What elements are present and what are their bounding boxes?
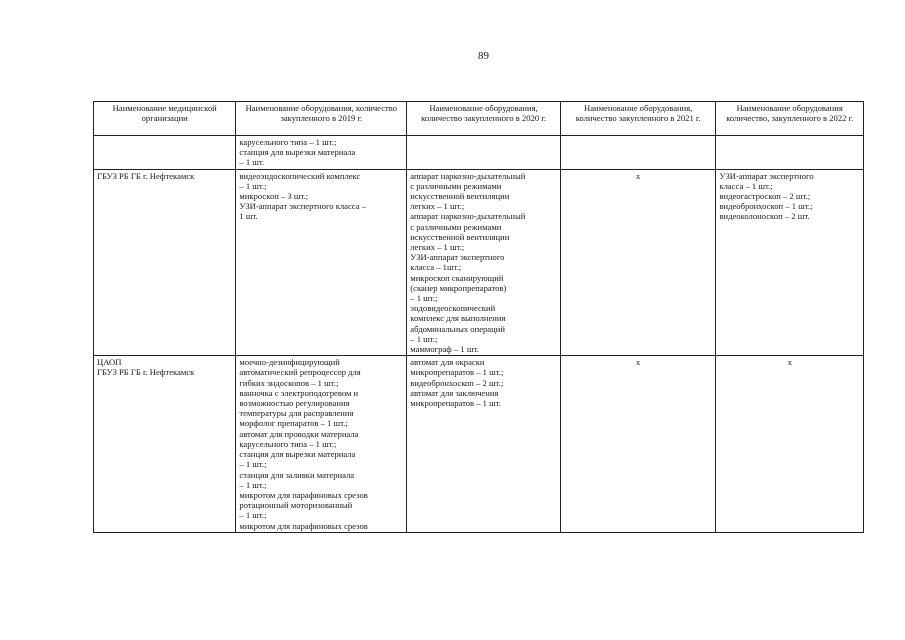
- cell-text-line: микроскоп – 3 шт.;: [239, 191, 309, 202]
- cell-text-line: видеоэндоскопический комплекс: [239, 170, 361, 181]
- cell-text-line: класса – 1шт.;: [410, 262, 462, 273]
- cell-text-line: искусственной вентиляции: [410, 191, 510, 202]
- cell-2021: [560, 169, 716, 356]
- cell-text-line: микротом для парафиновых срезов: [239, 520, 368, 531]
- cell-2022: [716, 136, 864, 170]
- cell-text-line: (сканер микропрепаратов): [410, 282, 507, 293]
- cell-2019: [236, 169, 407, 356]
- cell-text-line: – 1 шт.: [239, 157, 265, 168]
- cell-text-line: гибких эндоскопов – 1 шт.;: [239, 377, 339, 388]
- cell-text-line: морфолог препаратов – 1 шт.;: [239, 418, 348, 429]
- header-2020: Наименование оборудования, количество закупленного в 2020 г.: [407, 102, 561, 136]
- cell-text-line: видеогастроскоп – 2 шт.;: [719, 191, 811, 202]
- cell-organization: [94, 169, 236, 356]
- cell-text-line: x: [636, 357, 641, 368]
- cell-text-line: автомат для проводки материала: [239, 428, 359, 439]
- cell-text-line: автомат для заключения: [410, 387, 499, 398]
- cell-text-line: станция для вырезки материала: [239, 147, 356, 158]
- cell-text-line: ГБУЗ РБ ГБ г. Нефтекамск: [97, 367, 195, 378]
- header-organization: Наименование медицинской организации: [94, 102, 236, 136]
- page-number: 89: [478, 50, 489, 62]
- cell-text-line: легких – 1 шт.;: [410, 201, 465, 212]
- cell-text-line: температуры для расправления: [239, 408, 354, 419]
- cell-text-line: с различными режимами: [410, 221, 502, 232]
- cell-text-line: станция для заливки материала: [239, 469, 355, 480]
- cell-organization: [94, 356, 236, 532]
- cell-text-line: комплекс для выполнения: [410, 313, 506, 324]
- cell-text-line: видеоколоноскоп – 2 шт.: [719, 211, 810, 222]
- cell-text-line: карусельного типа – 1 шт.;: [239, 137, 337, 147]
- equipment-table: [93, 101, 864, 533]
- cell-text-line: x: [636, 170, 641, 181]
- cell-text-line: станция для вырезки материала: [239, 449, 356, 460]
- table-header-row: [94, 102, 864, 136]
- cell-text-line: микроскоп сканирующий: [410, 272, 504, 283]
- cell-text-line: с различными режимами: [410, 180, 502, 191]
- table-row: [94, 136, 864, 170]
- table-row: [94, 169, 864, 356]
- header-2022: Наименование оборудования количество, закупленного в 2022 г.: [716, 102, 864, 136]
- cell-2021: [560, 136, 716, 170]
- cell-text-line: микропрепаратов – 1 шт.: [410, 398, 501, 409]
- cell-text-line: автоматический репроцессор для: [239, 367, 361, 378]
- cell-text-line: УЗИ-аппарат экспертного: [410, 252, 505, 263]
- cell-text-line: эндовидеоскопический: [410, 303, 496, 314]
- cell-text-line: легких – 1 шт.;: [410, 242, 465, 253]
- cell-text-line: моечно-дезинфицирующий: [239, 357, 340, 368]
- header-2021: Наименование оборудования, количество закупленного в 2021 г.: [560, 102, 716, 136]
- cell-text-line: видеобронхоскоп – 2 шт.;: [410, 377, 504, 388]
- cell-text-line: маммограф – 1 шт.: [410, 344, 479, 355]
- cell-2021: [560, 356, 716, 532]
- cell-text-line: искусственной вентиляции: [410, 231, 510, 242]
- header-2019: Наименование оборудования, количество закупленного в 2019 г.: [236, 102, 407, 136]
- cell-text-line: x: [787, 357, 792, 368]
- cell-text-line: ротационный моторизованный: [239, 500, 353, 511]
- cell-2020: [407, 136, 561, 170]
- table-row: [94, 356, 864, 532]
- cell-2022: [716, 356, 864, 532]
- cell-text-line: возможностью регулирования: [239, 398, 350, 409]
- cell-text-line: – 1 шт.;: [239, 479, 267, 490]
- cell-text-line: автомат для окраски: [410, 357, 485, 368]
- cell-text-line: аппарат наркозно-дыхательный: [410, 170, 526, 181]
- cell-2022: [716, 169, 864, 356]
- cell-2020: [407, 169, 561, 356]
- cell-text-line: 1 шт.: [239, 211, 258, 222]
- cell-2019: [236, 356, 407, 532]
- cell-text-line: – 1 шт.;: [239, 180, 267, 191]
- cell-text-line: микропрепаратов – 1 шт.;: [410, 367, 504, 378]
- cell-text-line: микротом для парафиновых срезов: [239, 489, 368, 500]
- cell-text-line: ГБУЗ РБ ГБ г. Нефтекамск: [97, 170, 195, 181]
- cell-text-line: – 1 шт.;: [239, 459, 267, 470]
- cell-text-line: ЦАОП: [97, 357, 122, 368]
- cell-organization: [94, 136, 236, 170]
- cell-text-line: абдоминальных операций: [410, 323, 505, 334]
- cell-text-line: видеобронхоскоп – 1 шт.;: [719, 201, 813, 212]
- cell-text-line: УЗИ-аппарат экспертного: [719, 170, 814, 181]
- cell-text-line: – 1 шт.;: [410, 293, 438, 304]
- cell-text-line: карусельного типа – 1 шт.;: [239, 438, 337, 449]
- cell-text-line: аппарат наркозно-дыхательный: [410, 211, 526, 222]
- cell-text-line: УЗИ-аппарат экспертного класса –: [239, 201, 366, 212]
- cell-text-line: – 1 шт.;: [410, 333, 438, 344]
- cell-2019: [236, 136, 407, 170]
- cell-2020: [407, 356, 561, 532]
- cell-text-line: – 1 шт.;: [239, 510, 267, 521]
- cell-text-line: класса – 1 шт.;: [719, 180, 773, 191]
- cell-text-line: ванночка с электроподогревом и: [239, 387, 359, 398]
